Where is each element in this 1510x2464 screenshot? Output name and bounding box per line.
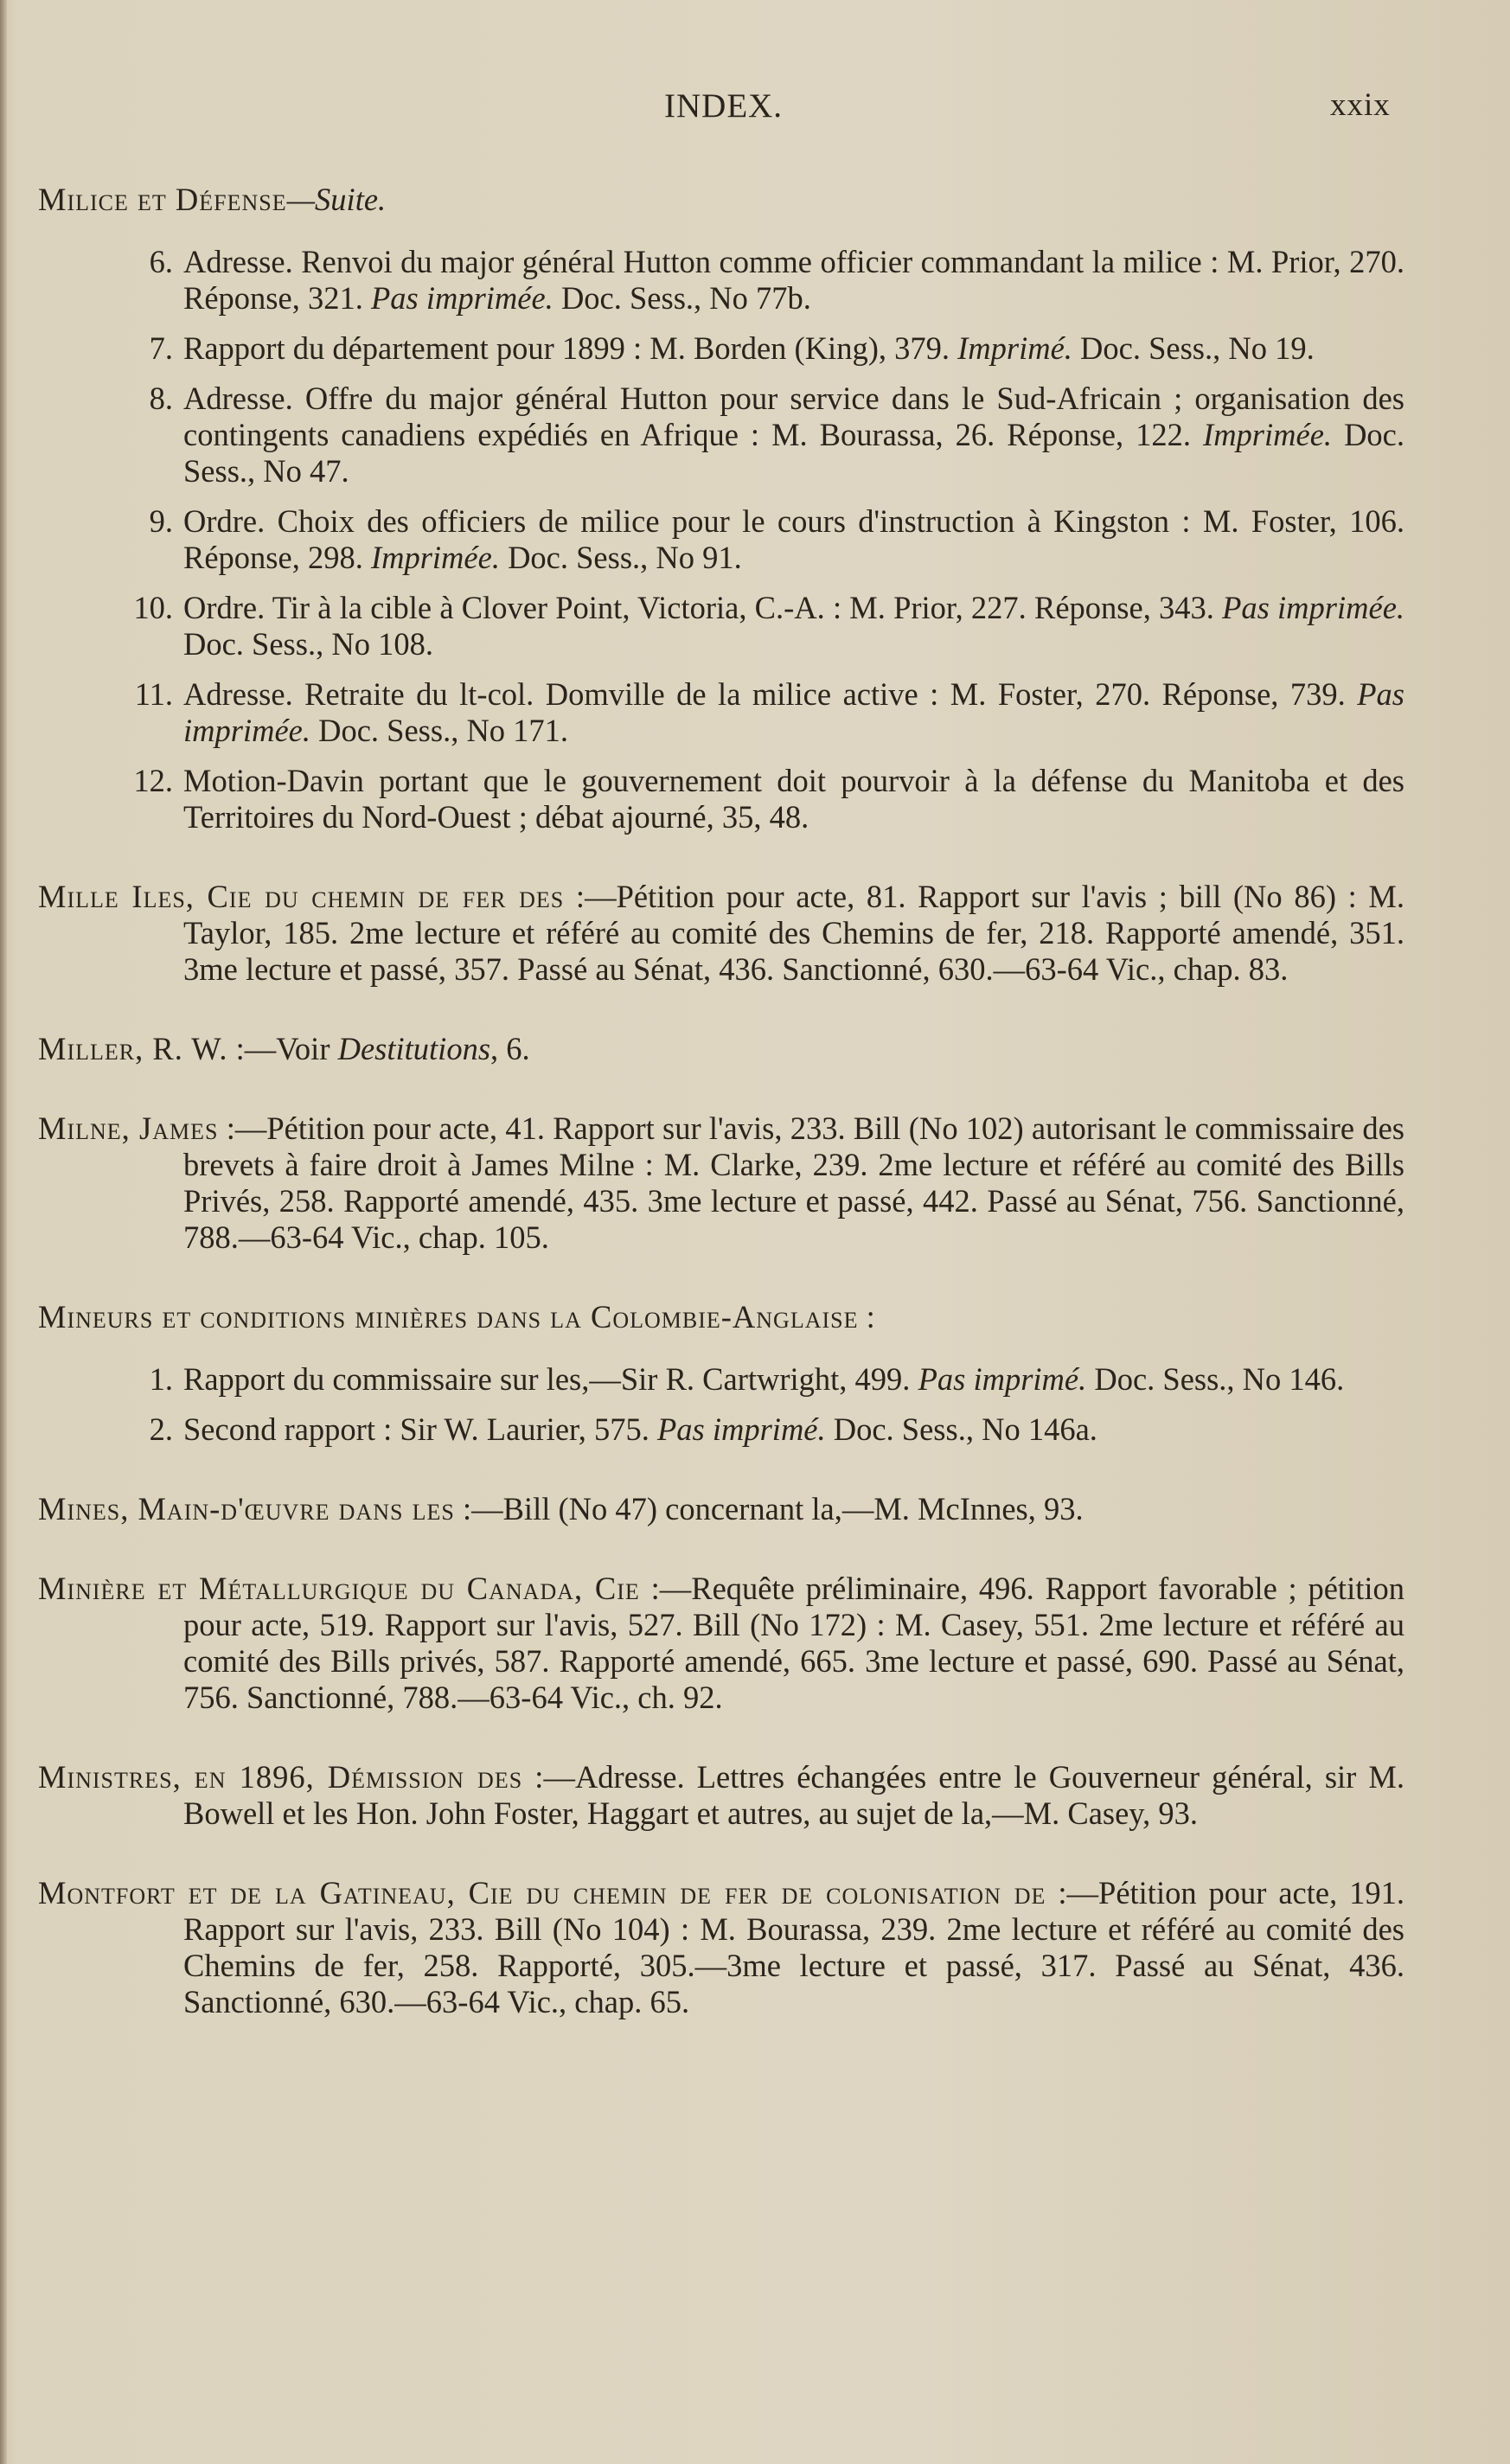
sub-entry-number: 1. — [149, 1361, 173, 1397]
sub-entry — [38, 676, 1404, 749]
entry-text: :—Pétition pour acte, 81. Rapport sur l'avis ; bill (No 86) : M. Taylor, 185. 2me lecture et référé au comité des Chemins de fer, 218. Rapporté amendé, 351. 3me lecture et passé, 357. Passé au Sénat, 436. Sanctionné, 630.—63-64 Vic., chap. 83. — [183, 879, 1404, 987]
sub-entry-number: 6. — [149, 244, 173, 279]
sub-entry-number: 7. — [149, 330, 173, 366]
sub-entry-text: Motion-Davin portant que le gouvernement doit pourvoir à la défense du Manitoba et des Territoires du Nord-Ouest ; débat ajourné, 35, 48. — [183, 763, 1404, 835]
index-entry — [38, 1759, 1404, 1832]
sub-entry — [38, 1361, 1404, 1398]
sub-entry-doc: Doc. Sess., No 146a. — [833, 1411, 1097, 1447]
sub-entry-status: Imprimé. — [957, 330, 1072, 366]
entry-heading: Montfort et de la Gatineau, Cie du chemin de fer de colonisation de — [38, 1875, 1046, 1910]
sub-entry-doc: Doc. Sess., No 108. — [183, 626, 433, 662]
page-header — [0, 86, 1510, 138]
sub-entry-list — [38, 1361, 1404, 1448]
sub-entry-number: 9. — [149, 503, 173, 539]
sub-entry — [38, 503, 1404, 576]
entry-heading-tail: : — [858, 1299, 875, 1334]
entry-heading: Mille Iles, Cie du chemin de fer des — [38, 879, 565, 914]
sub-entry-text: Adresse. Renvoi du major général Hutton comme officier commandant la milice : M. Prior, 270. Réponse, 321. — [183, 244, 1404, 316]
sub-entry-number: 12. — [133, 763, 173, 798]
entry-heading: Milice et Défense — [38, 182, 287, 217]
entry-text: :—Bill (No 47) concernant la,—M. McInnes, 93. — [462, 1491, 1084, 1526]
sub-entry-text: Ordre. Choix des officiers de milice pour le cours d'instruction à Kingston : M. Foster, 106. Réponse, 298. — [183, 503, 1404, 575]
entry-text: :—Adresse. Lettres échangées entre le Gouverneur général, sir M. Bowell et les Hon. John Foster, Haggart et autres, au sujet de la,—M. Casey, 93. — [183, 1759, 1405, 1831]
sub-entry-number: 11. — [134, 676, 173, 712]
entry-text: :—Pétition pour acte, 191. Rapport sur l'avis, 233. Bill (No 104) : M. Bourassa, 239. 2me lecture et référé au comité des Chemins de fer, 258. Rapporté, 305.—3me lecture et passé, 317. Passé au Sénat, 436. Sanctionné, 630.—63-64 Vic., chap. 65. — [183, 1875, 1405, 2019]
entry-reference-page: , 6. — [490, 1031, 530, 1066]
sub-entry — [38, 763, 1404, 835]
sub-entry-status: Pas imprimé. — [656, 1411, 826, 1447]
sub-entry-status: Pas imprimée. — [370, 280, 553, 316]
sub-entry-number: 8. — [149, 381, 173, 416]
sub-entry-text: Second rapport : Sir W. Laurier, 575. — [183, 1411, 649, 1447]
sub-entry-status: Imprimée. — [1203, 417, 1333, 452]
page-title: INDEX. — [664, 87, 784, 125]
entry-text: :—Pétition pour acte, 41. Rapport sur l'avis, 233. Bill (No 102) autorisant le commissaire des brevets à faire droit à James Milne : M. Clarke, 239. 2me lecture et référé au comité des Bills Privés, 258. Rapporté amendé, 435. 3me lecture et passé, 442. Passé au Sénat, 756. Sanctionné, 788.—63-64 Vic., chap. 105. — [183, 1110, 1405, 1255]
entry-heading-tail: —Suite. — [286, 182, 387, 217]
sub-entry — [38, 1411, 1404, 1448]
index-entry — [38, 1299, 1404, 1448]
sub-entry — [38, 330, 1404, 367]
sub-entry-doc: Doc. Sess., No 19. — [1080, 330, 1315, 366]
sub-entry-number: 2. — [149, 1411, 173, 1447]
sub-entry-doc: Doc. Sess., No 91. — [508, 540, 742, 575]
index-entry — [38, 1110, 1404, 1256]
sub-entry-text: Ordre. Tir à la cible à Clover Point, Victoria, C.-A. : M. Prior, 227. Réponse, 343. — [183, 590, 1214, 625]
sub-entry-doc: Doc. Sess., No 77b. — [560, 280, 811, 316]
sub-entry — [38, 590, 1404, 662]
index-entry — [38, 1491, 1404, 1527]
sub-entry-text: Adresse. Offre du major général Hutton pour service dans le Sud-Africain ; organisation des contingents canadiens expédiés en Afrique : M. Bourassa, 26. Réponse, 122. — [183, 381, 1404, 452]
sub-entry-doc: Doc. Sess., No 171. — [318, 713, 569, 748]
sub-entry-doc: Doc. Sess., No 47. — [183, 417, 1405, 489]
entry-heading: Mines, Main-d'œuvre dans les — [38, 1491, 455, 1526]
index-entry — [38, 182, 1404, 835]
sub-entry-list — [38, 244, 1404, 835]
entry-heading: Ministres, en 1896, Démission des — [38, 1759, 523, 1795]
entry-reference: Destitutions — [337, 1031, 491, 1066]
sub-entry-text: Rapport du commissaire sur les,—Sir R. Cartwright, 499. — [183, 1361, 911, 1397]
index-entry — [38, 1571, 1404, 1716]
entry-text: :—Voir — [235, 1031, 330, 1066]
sub-entry-status: Imprimée. — [370, 540, 500, 575]
sub-entry-number: 10. — [133, 590, 173, 625]
sub-entry-text: Rapport du département pour 1899 : M. Borden (King), 379. — [183, 330, 950, 366]
sub-entry-status: Pas imprimée. — [183, 676, 1404, 748]
sub-entry — [38, 244, 1404, 317]
sub-entry-status: Pas imprimé. — [918, 1361, 1087, 1397]
index-entry — [38, 1031, 1404, 1067]
sub-entry-doc: Doc. Sess., No 146. — [1094, 1361, 1345, 1397]
index-content — [38, 182, 1404, 2064]
index-entry — [38, 1875, 1404, 2020]
page-number: xxix — [1330, 87, 1391, 123]
entry-heading: Milne, James — [38, 1110, 219, 1146]
sub-entry-status: Pas imprimée. — [1222, 590, 1405, 625]
sub-entry — [38, 381, 1404, 490]
entry-text: :—Requête préliminaire, 496. Rapport favorable ; pétition pour acte, 519. Rapport sur l'avis, 527. Bill (No 172) : M. Casey, 551. 2me lecture et référé au comité des Bills privés, 587. Rapporté amendé, 665. 3me lecture et passé, 690. Passé au Sénat, 756. Sanctionné, 788.—63-64 Vic., ch. 92. — [183, 1571, 1405, 1715]
entry-heading: Minière et Métallurgique du Canada, Cie — [38, 1571, 640, 1606]
sub-entry-text: Adresse. Retraite du lt-col. Domville de la milice active : M. Foster, 270. Réponse, 739. — [183, 676, 1346, 712]
entry-heading: Mineurs et conditions minières dans la Colombie-Anglaise — [38, 1299, 859, 1334]
index-entry — [38, 879, 1404, 988]
entry-heading: Miller, R. W. — [38, 1031, 228, 1066]
page-spine — [0, 0, 7, 2464]
